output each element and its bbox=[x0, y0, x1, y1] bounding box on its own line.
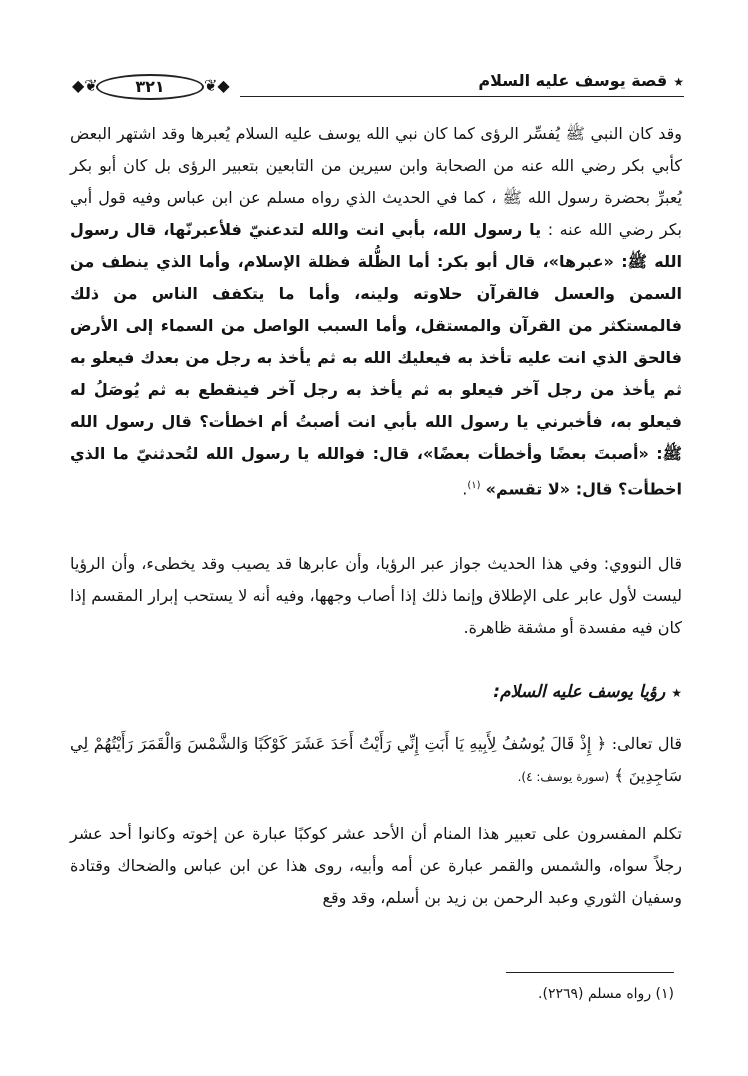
ornament-icon: ◆❦ bbox=[72, 76, 98, 95]
paragraph-hadith: وقد كان النبي ﷺ يُفسِّر الرؤى كما كان نبي الله يوسف عليه السلام يُعبرها وقد اشتهر البعض كأبي بكر رضي الله عنه من الصحابة وابن سيرين من التابعين بتعبير الرؤى بل كان أبو بكر يُعبرِّ بحضرة رسول الله ﷺ ، كما في الحديث الذي رواه مسلم عن ابن عباس وفيه قول أبي بكر رضي الله عنه : يا رسول الله، بأبي انت والله لتدعنيّ فلأعبرنّها، قال رسول الله ﷺ: «عبرها»، قال أبو بكر: أما الظُّلة فظلة الإسلام، وأما الذي ينطف من السمن والعسل فالقرآن حلاوته ولينه، وأما ما يتكفف الناس من ذلك فالمستكثر من القرآن والمستقل، وأما السبب الواصل من السماء إلى الأرض فالحق الذي انت عليه تأخذ به فيعليك الله به ثم يأخذ به رجل من بعدك فيعلو به ثم يأخذ من رجل آخر فيعلو به ثم يأخذ به رجل آخر فينقطع به ثم يُوصَلُ له فيعلو به، فأخبرني يا رسول الله بأبي انت أصبتُ أم اخطأت؟ قال رسول الله ﷺ: «أصبتَ بعضًا وأخطأت بعضًا»، قال: فوالله يا رسول الله لتُحدثنيّ ما الذي اخطأت؟ قال: «لا تقسم» $^{(١)}$. bbox=[70, 124, 682, 499]
verse-reference: (سورة يوسف: ٤). bbox=[517, 770, 610, 784]
running-title-text: قصة يوسف عليه السلام bbox=[478, 71, 668, 90]
section-heading-text: رؤيا يوسف عليه السلام: bbox=[493, 682, 666, 702]
star-icon: ★ bbox=[673, 75, 684, 89]
paragraph-interpretation: تكلم المفسرون على تعبير هذا المنام أن الأحد عشر كوكبًا عبارة عن إخوته وكانوا أحد عشر رجلاً سواه، والشمس والقمر عبارة عن أمه وأبيه، روى هذا عن ابن عباس والضحاك وقتادة وسفيان الثوري وعبد الرحمن بن زيد بن أسلم، وقد وقع bbox=[70, 824, 682, 907]
running-title bbox=[478, 71, 684, 90]
footnote-marker: (١) bbox=[467, 480, 481, 491]
star-icon: ★ bbox=[671, 686, 682, 700]
footnote-rule bbox=[506, 972, 674, 973]
paragraph-nawawi: قال النووي: وفي هذا الحديث جواز عبر الرؤيا، وأن عابرها قد يصيب وقد يخطىء، وأن الرؤيا ليست لأول عابر على الإطلاق وإنما ذلك إذا أصاب وجهها، وفيه أنه لا يستحب إبرار المقسم إذا كان فيه مفسدة أو مشقة ظاهرة. bbox=[70, 554, 682, 637]
paragraph-intro: وقد كان النبي ﷺ يُفسِّر الرؤى كما كان نبي الله يوسف عليه السلام يُعبرها وقد اشتهر البعض كأبي بكر رضي الله عنه من الصحابة وابن سيرين من التابعين بتعبير الرؤى بل كان أبو بكر يُعبرِّ بحضرة رسول الله ﷺ ، كما في الحديث الذي رواه مسلم عن ابن عباس وفيه قول أبي بكر رضي الله عنه : bbox=[70, 124, 682, 239]
page-number: ٣٢١ bbox=[96, 74, 204, 100]
paragraph-verse bbox=[70, 728, 682, 793]
ornament-icon: ❦◆ bbox=[204, 76, 230, 95]
page-header bbox=[70, 68, 684, 108]
page-number-badge bbox=[70, 74, 230, 100]
hadith-text: يا رسول الله، بأبي انت والله لتدعنيّ فلأعبرنّها، قال رسول الله ﷺ: «عبرها»، قال أبو بكر: أما الظُّلة فظلة الإسلام، وأما الذي ينطف من السمن والعسل فالقرآن حلاوته ولينه، وأما ما يتكفف الناس من ذلك فالمستكثر من القرآن والمستقل، وأما السبب الواصل من السماء إلى الأرض فالحق الذي انت عليه تأخذ به فيعليك الله به ثم يأخذ به رجل من بعدك فيعلو به ثم يأخذ من رجل آخر فيعلو به ثم يأخذ به رجل آخر فينقطع به ثم يُوصَلُ له فيعلو به، فأخبرني يا رسول الله بأبي انت أصبتُ أم اخطأت؟ قال رسول الله ﷺ: «أصبتَ بعضًا وأخطأت بعضًا»، قال: فوالله يا رسول الله لتُحدثنيّ ما الذي اخطأت؟ قال: «لا تقسم» bbox=[70, 220, 682, 499]
header-rule bbox=[240, 96, 684, 97]
section-heading bbox=[493, 682, 682, 702]
quran-verse: ﴿ إِذْ قَالَ يُوسُفُ لِأَبِيهِ يَا أَبَتِ إِنِّي رَأَيْتُ أَحَدَ عَشَرَ كَوْكَبًا وَالشَّمْسَ وَالْقَمَرَ رَأَيْتُهُمْ لِي سَاجِدِينَ ﴾ bbox=[70, 734, 682, 785]
verse-intro: قال تعالى: bbox=[611, 734, 682, 753]
footnote: (١) رواه مسلم (٢٢٦٩). bbox=[538, 986, 674, 1002]
